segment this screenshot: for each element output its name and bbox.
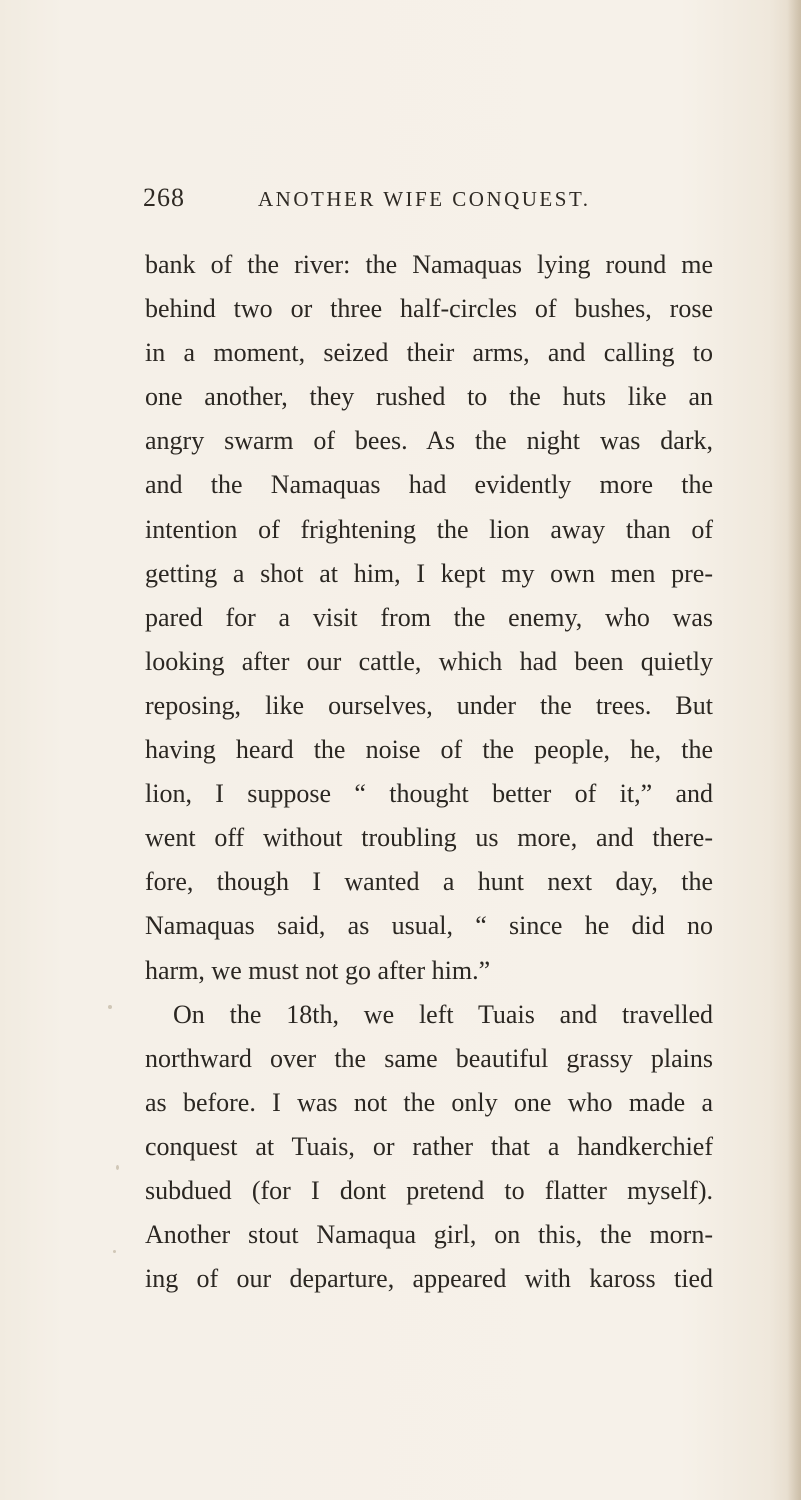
page-edge-shadow xyxy=(787,0,801,1500)
text-line: went off without troubling us more, and there- xyxy=(145,823,713,853)
body-text xyxy=(145,243,713,1301)
text-line: Namaquas said, as usual, “ since he did no xyxy=(145,911,713,941)
text-line: pared for a visit from the enemy, who was xyxy=(145,602,713,632)
text-line: bank of the river: the Namaquas lying round me xyxy=(145,250,713,279)
text-line: behind two or three half-circles of bushes, rose xyxy=(145,294,713,324)
text-line: On the 18th, we left Tuais and travelled xyxy=(173,999,713,1029)
text-line: one another, they rushed to the huts like an xyxy=(145,382,713,412)
text-line: ing of our departure, appeared with kaross tied xyxy=(145,1264,713,1294)
text-line: harm, we must not go after him.” xyxy=(145,955,491,985)
text-line: conquest at Tuais, or rather that a handkerchief xyxy=(145,1131,713,1161)
text-line: angry swarm of bees. As the night was dark, xyxy=(145,426,713,456)
running-head: ANOTHER WIFE CONQUEST. xyxy=(258,187,591,211)
text-line: having heard the noise of the people, he, the xyxy=(145,735,713,765)
paper-speck xyxy=(108,1005,112,1009)
text-line: intention of frightening the lion away than of xyxy=(145,514,713,544)
text-line: and the Namaquas had evidently more the xyxy=(145,470,713,500)
text-line: getting a shot at him, I kept my own men pre- xyxy=(145,558,713,588)
paper-speck xyxy=(116,1165,119,1170)
text-line: Another stout Namaqua girl, on this, the morn- xyxy=(145,1220,713,1250)
text-line: as before. I was not the only one who made a xyxy=(145,1087,713,1117)
paper-speck xyxy=(113,1250,116,1253)
text-line: fore, though I wanted a hunt next day, the xyxy=(145,867,713,897)
page-number: 268 xyxy=(143,183,185,212)
text-line: northward over the same beautiful grassy plains xyxy=(145,1043,713,1073)
text-line: reposing, like ourselves, under the trees. But xyxy=(145,690,713,720)
text-line: subdued (for I dont pretend to flatter myself). xyxy=(145,1175,713,1205)
text-line: looking after our cattle, which had been quietly xyxy=(145,646,713,676)
text-line: lion, I suppose “ thought better of it,” and xyxy=(145,779,713,809)
text-line: in a moment, seized their arms, and calling to xyxy=(145,338,713,368)
